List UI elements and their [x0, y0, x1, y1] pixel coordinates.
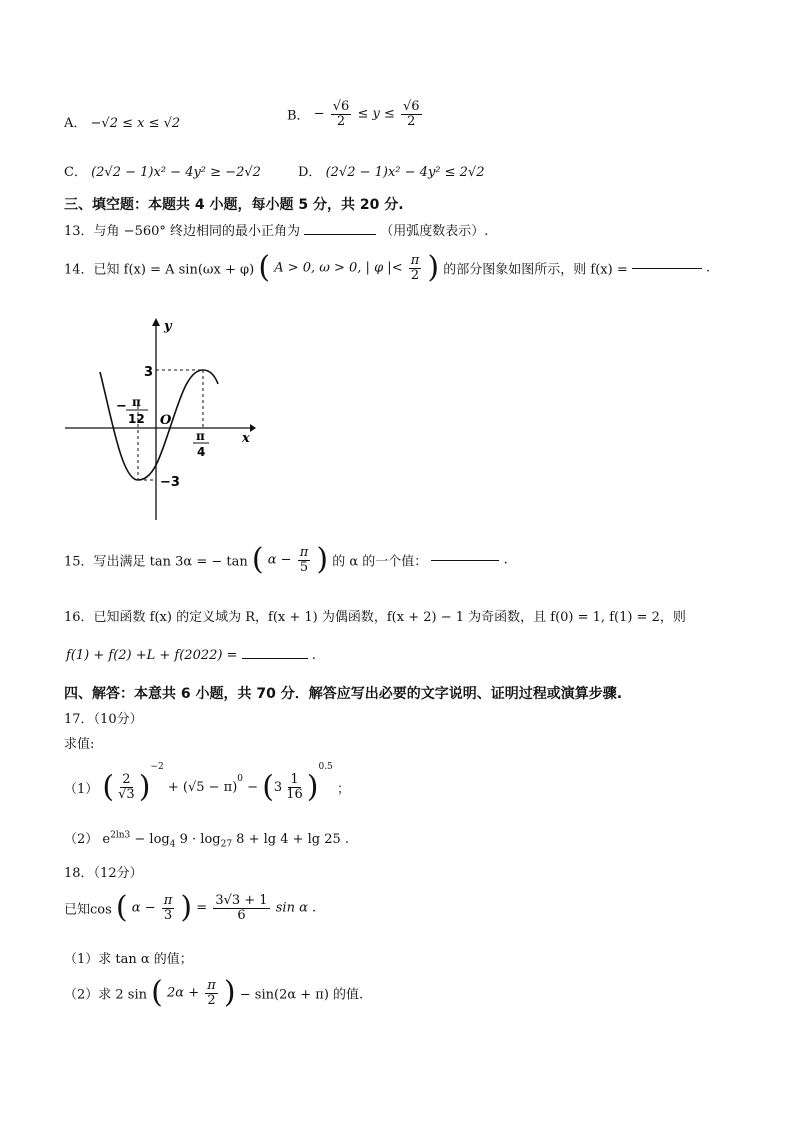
q13-tail: （用弧度数表示）.: [380, 224, 489, 239]
q17-p1-num: 2: [122, 772, 131, 788]
q17-p1-lparen-1: (: [102, 769, 115, 805]
question-15: [64, 542, 508, 577]
q15-answer-blank: [431, 560, 499, 561]
option-b-mid: ≤ y ≤: [357, 106, 395, 122]
q14-left-paren: (: [258, 250, 271, 285]
q17-p1-end: ；: [336, 782, 350, 797]
q17-p1-whole: 3: [273, 780, 283, 795]
option-b-den-2: 2: [407, 113, 416, 129]
option-c-expr: (2√2 − 1)x² − 4y² ≥ −2√2: [91, 165, 261, 180]
q17-p2-rest1: − log: [134, 832, 170, 847]
q15-left-paren: (: [251, 542, 264, 577]
q17-p1-fden: 16: [286, 787, 303, 802]
q18-rhs-num: 3√3 + 1: [215, 892, 268, 908]
section-four-heading: 四、解答：本意共 6 小题，共 70 分．解答应写出必要的文字说明、证明过程或演算步骤.: [64, 686, 623, 702]
question-17-prompt: 求值:: [64, 737, 95, 752]
section-three-heading: 三、填空题：本题共 4 小题，每小题 5 分，共 20 分.: [64, 197, 404, 213]
y-axis-label: y: [164, 319, 172, 334]
y-axis-arrow: [152, 318, 160, 326]
q16-sum: f(1) + f(2) +L + f(2022) =: [66, 648, 238, 663]
option-a-label: A．: [64, 116, 87, 131]
q17-p1-exp1: −2: [150, 762, 164, 772]
option-a-expr: −√2 ≤ x ≤ √2: [90, 116, 181, 131]
max-value-label: 3: [144, 365, 154, 380]
q18-p2-lparen: (: [151, 975, 163, 1010]
q18-given-rparen: ): [180, 890, 193, 925]
origin-label: O: [160, 413, 172, 428]
question-18-part-1: （1）求 tan α 的值；: [64, 952, 193, 967]
q15-den: 5: [299, 559, 309, 575]
question-16-line-2: [66, 648, 316, 663]
q18-given-den: 3: [163, 907, 173, 923]
q14-cond-den: 2: [410, 267, 420, 283]
q17-p1-exp2: 0.5: [318, 762, 333, 772]
q18-given-inner: α −: [131, 900, 156, 916]
neg-tick-den: 12: [128, 412, 145, 426]
q18-p2-inner: 2α +: [167, 985, 200, 1001]
option-a: [64, 112, 180, 131]
q17-p2-sup: 2ln3: [110, 830, 131, 841]
q16-answer-blank: [242, 658, 308, 659]
q17-p1-lparen-2: (: [262, 769, 274, 805]
q14-end: .: [706, 260, 711, 276]
q17-p1-minus: −: [247, 780, 259, 795]
option-b-num-1: √6: [332, 99, 350, 114]
option-d-label: D．: [298, 165, 322, 180]
q18-given-lparen: (: [115, 890, 128, 925]
q17-p2-rest3: 8 + lg 4 + lg 25 .: [232, 832, 350, 847]
question-13: [64, 220, 488, 239]
neg-tick-sign: −: [116, 399, 127, 414]
option-c-label: C．: [64, 165, 87, 180]
q18-p2-rparen: ): [223, 975, 236, 1010]
q17-p2-label: （2）: [64, 832, 99, 847]
option-b-den-1: 2: [336, 113, 346, 129]
q18-given-num: π: [163, 892, 173, 908]
q17-p1-rparen-2: ): [306, 769, 319, 805]
x-axis-label: x: [242, 431, 250, 446]
q18-p2-pre: （2）求 2 sin: [64, 987, 148, 1003]
pos-tick-den: 4: [197, 445, 206, 459]
q17-p1-den: √3: [118, 787, 135, 802]
question-16-line-1: 16．已知函数 f(x) 的定义域为 R，f(x + 1) 为偶函数，f(x + 2) − 1 为奇函数，且 f(0) = 1, f(1) = 2，则: [64, 610, 686, 625]
x-axis-arrow: [250, 424, 256, 432]
q15-post: 的 α 的一个值：: [332, 554, 428, 570]
q17-p1-exp0: 0: [237, 774, 244, 784]
question-18-given: [64, 890, 317, 925]
pos-tick-num: π: [196, 429, 205, 443]
question-17-part-1: [64, 762, 350, 803]
q18-given-eq: =: [196, 900, 208, 916]
min-value-label: −3: [160, 475, 180, 490]
question-18-part-2: [64, 975, 364, 1010]
sine-graph: [60, 310, 260, 525]
q14-post: 的部分图象如图所示，则 f(x) =: [443, 262, 628, 278]
sine-curve: [100, 370, 218, 480]
q18-given-pre: 已知cos: [64, 902, 112, 918]
q14-pre: 14．已知 f(x) = A sin(ωx + φ): [64, 262, 255, 278]
q18-p2-post: − sin(2α + π) 的值.: [239, 987, 364, 1003]
option-b: [287, 100, 424, 128]
option-b-label: B．: [287, 108, 310, 124]
q15-pre: 15．写出满足 tan 3α = − tan: [64, 554, 248, 570]
q18-rhs-den: 6: [237, 907, 246, 923]
q17-p1-label: （1）: [64, 782, 99, 797]
q15-right-paren: ): [316, 542, 329, 577]
q18-p2-num: π: [207, 977, 216, 993]
q17-p1-fnum: 1: [290, 772, 299, 788]
question-18-title: 18．（12分）: [64, 866, 143, 881]
option-b-minus: −: [313, 106, 325, 122]
q17-p1-rparen-1: ): [138, 769, 151, 805]
option-c: [64, 161, 261, 180]
q14-condition: A > 0, ω > 0, | φ |<: [274, 260, 403, 276]
q14-answer-blank: [632, 268, 702, 269]
q17-p2-sub1: 4: [169, 839, 176, 850]
q15-num: π: [299, 544, 309, 560]
neg-tick-num: π: [132, 395, 141, 409]
question-17-part-2: [64, 828, 349, 850]
option-d: [298, 161, 485, 180]
question-17-title: 17．（10分）: [64, 712, 143, 727]
q17-p2-rest2: 9 · log: [175, 832, 221, 847]
option-d-expr: (2√2 − 1)x² − 4y² ≤ 2√2: [325, 165, 485, 180]
q17-p2-e: e: [102, 832, 111, 847]
q18-rhs-post: sin α .: [275, 900, 317, 916]
q18-p2-den: 2: [207, 992, 216, 1008]
q13-text: 13．与角 −560° 终边相同的最小正角为: [64, 224, 301, 239]
q15-inner: α −: [267, 552, 292, 568]
q16-end: .: [311, 648, 316, 663]
q14-cond-num: π: [410, 252, 420, 268]
option-b-num-2: √6: [403, 99, 420, 114]
q17-p2-sub2: 27: [220, 839, 233, 850]
q15-end: .: [503, 552, 508, 568]
q14-right-paren: ): [427, 250, 440, 285]
q13-answer-blank: [304, 234, 376, 235]
q17-p1-mid: + (√5 − π): [167, 780, 238, 795]
question-14: [64, 250, 711, 285]
